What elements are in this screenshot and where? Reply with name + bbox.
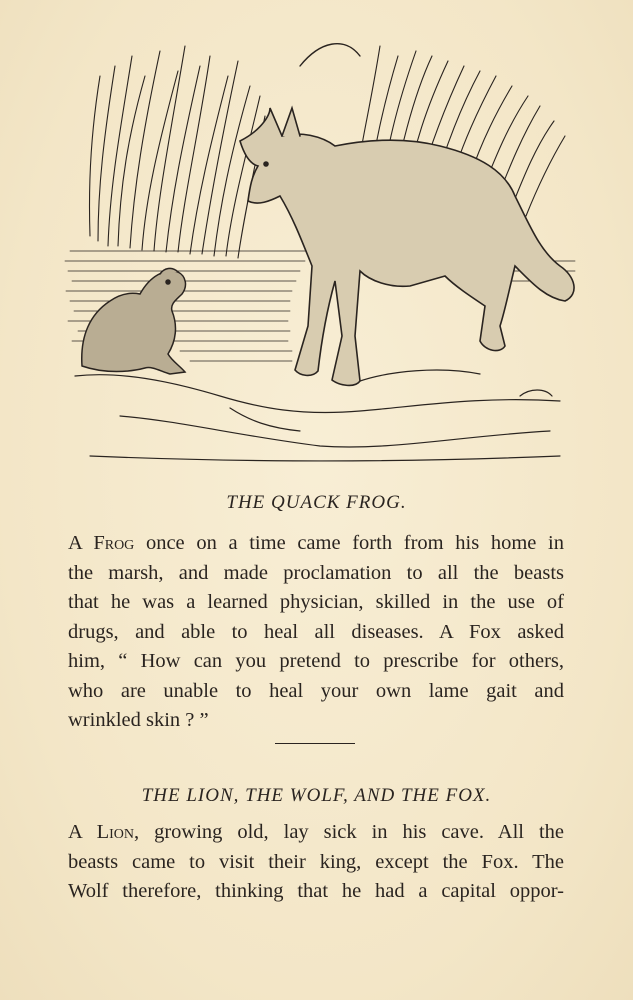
text-line: Wolf therefore, thinking that he had a capital oppor- [68, 880, 564, 902]
text-line-fragment: once on a time came forth from his home in [134, 532, 564, 554]
lead-small-caps: A Frog [68, 532, 135, 554]
fox-and-frog-engraving [60, 36, 580, 466]
shore [75, 370, 560, 461]
text-line [68, 529, 564, 559]
text-line: that he was a learned physician, skilled in the use of [68, 591, 564, 613]
frog [82, 268, 186, 374]
text-line: wrinkled skin ? ” [68, 709, 209, 731]
text-line [68, 818, 564, 848]
fable-title-quack-frog: THE QUACK FROG. [226, 492, 407, 513]
text-line: beasts came to visit their king, except the Fox. The [68, 850, 564, 873]
fable-title-lion-wolf-fox: THE LION, THE WOLF, AND THE FOX. [141, 785, 492, 806]
fable-text-lion-wolf-fox [68, 818, 564, 907]
text-line: who are unable to heal your own lame gait and [68, 679, 564, 702]
text-line: drugs, and able to heal all diseases. A Fox asked [68, 620, 564, 643]
text-line: him, “ How can you pretend to prescribe for others, [68, 650, 564, 672]
lead-small-caps: A Lion [68, 821, 135, 843]
text-line: the marsh, and made proclamation to all the beasts [68, 561, 564, 584]
text-line-fragment: , growing old, lay sick in his cave. All the [134, 821, 564, 843]
fable-text-quack-frog [68, 529, 564, 736]
section-divider [275, 743, 355, 744]
fox [240, 108, 574, 385]
